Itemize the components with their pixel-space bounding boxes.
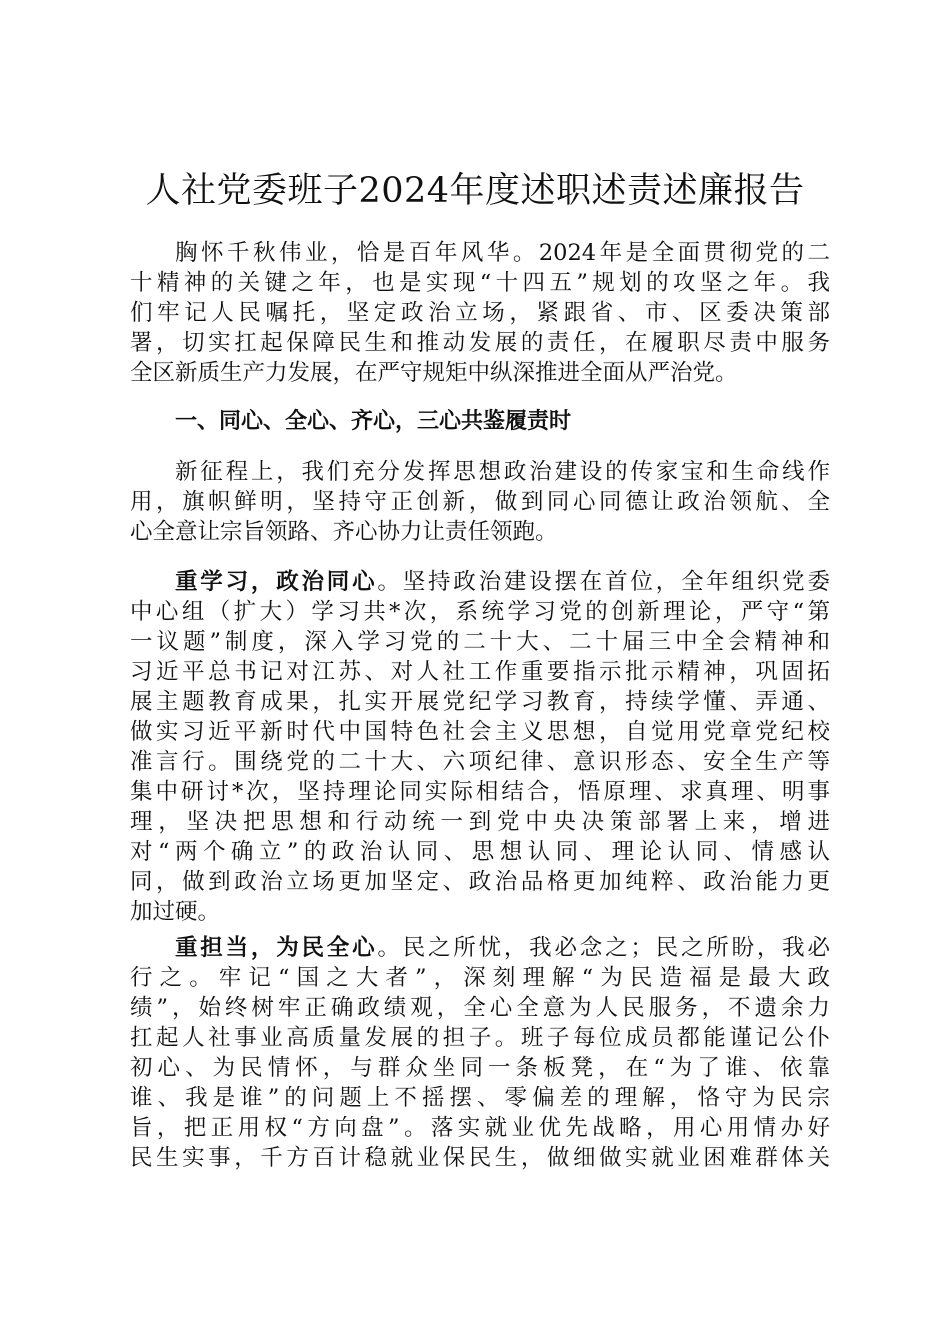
text-line xyxy=(130,933,830,963)
paragraph-lead: 重学习，政治同心 xyxy=(175,569,378,595)
text-line: 准言行。围绕党的二十大、六项纪律、意识形态、安全生产等 xyxy=(130,749,830,775)
paragraph-lead: 重担当，为民全心 xyxy=(175,935,378,961)
text-line: 一议题”制度，深入学习党的二十大、二十届三中全会精神和 xyxy=(130,629,830,655)
text-line: 用，旗帜鲜明，坚持守正创新，做到同心同德让政治领航、全 xyxy=(130,489,830,515)
intro-paragraph xyxy=(130,238,830,388)
section-heading: 一、同心、全心、齐心，三心共鉴履责时 xyxy=(175,409,572,434)
text-line: 中心组（扩大）学习共*次，系统学习党的创新理论，严守“第 xyxy=(130,599,830,625)
text-line: 展主题教育成果，扎实开展党纪学习教育，持续学懂、弄通、 xyxy=(130,689,830,715)
text-line: 行之。牢记“国之大者”，深刻理解“为民造福是最大政 xyxy=(130,965,830,991)
text-line: 初心、为民情怀，与群众坐同一条板凳，在“为了谁、依靠 xyxy=(130,1055,830,1081)
text-line: 集中研讨*次，坚持理论同实际相结合，悟原理、求真理、明事 xyxy=(130,779,830,805)
text-line: 加过硬。 xyxy=(130,899,221,925)
text-line: 民生实事，千方百计稳就业保民生，做细做实就业困难群体关 xyxy=(130,1145,830,1171)
text-line: 十精神的关键之年，也是实现“十四五”规划的攻坚之年。我 xyxy=(130,270,830,296)
text-line: 绩”，始终树牢正确政绩观，全心全意为人民服务，不遗余力 xyxy=(130,995,830,1021)
text-line: 们牢记人民嘱托，坚定政治立场，紧跟省、市、区委决策部 xyxy=(130,300,830,326)
text-line: 对“两个确立”的政治认同、思想认同、理论认同、情感认 xyxy=(130,839,830,865)
text-line: 全区新质生产力发展，在严守规矩中纵深推进全面从严治党。 xyxy=(130,360,738,386)
study-paragraph xyxy=(130,567,830,927)
duty-paragraph xyxy=(130,933,830,1173)
text-line: 习近平总书记对江苏、对人社工作重要指示批示精神，巩固拓 xyxy=(130,659,830,685)
text-line: 谁、我是谁”的问题上不摇摆、零偏差的理解，恪守为民宗 xyxy=(130,1085,830,1111)
text-line: 理，坚决把思想和行动统一到党中央决策部署上来，增进 xyxy=(130,809,830,835)
text-line: 同，做到政治立场更加坚定、政治品格更加纯粹、政治能力更 xyxy=(130,869,830,895)
text-line: 胸怀千秋伟业，恰是百年风华。2024年是全面贯彻党的二 xyxy=(175,240,830,266)
text-line: 新征程上，我们充分发挥思想政治建设的传家宝和生命线作 xyxy=(175,459,830,485)
section1-intro-paragraph xyxy=(130,457,830,547)
text-line xyxy=(130,567,830,597)
text-line: 署，切实扛起保障民生和推动发展的责任，在履职尽责中服务 xyxy=(130,330,830,356)
text-line: 扛起人社事业高质量发展的担子。班子每位成员都能谨记公仆 xyxy=(130,1025,830,1051)
text-span: 。民之所忧，我必念之；民之所盼，我必 xyxy=(377,935,830,961)
document-title: 人社党委班子2024年度述职述责述廉报告 xyxy=(145,171,805,211)
text-line: 旨，把正用权“方向盘”。落实就业优先战略，用心用情办好 xyxy=(130,1115,830,1141)
text-line: 做实习近平新时代中国特色社会主义思想，自觉用党章党纪校 xyxy=(130,719,830,745)
text-span: 。坚持政治建设摆在首位，全年组织党委 xyxy=(377,569,830,595)
text-line: 心全意让宗旨领路、齐心协力让责任领跑。 xyxy=(130,519,558,545)
